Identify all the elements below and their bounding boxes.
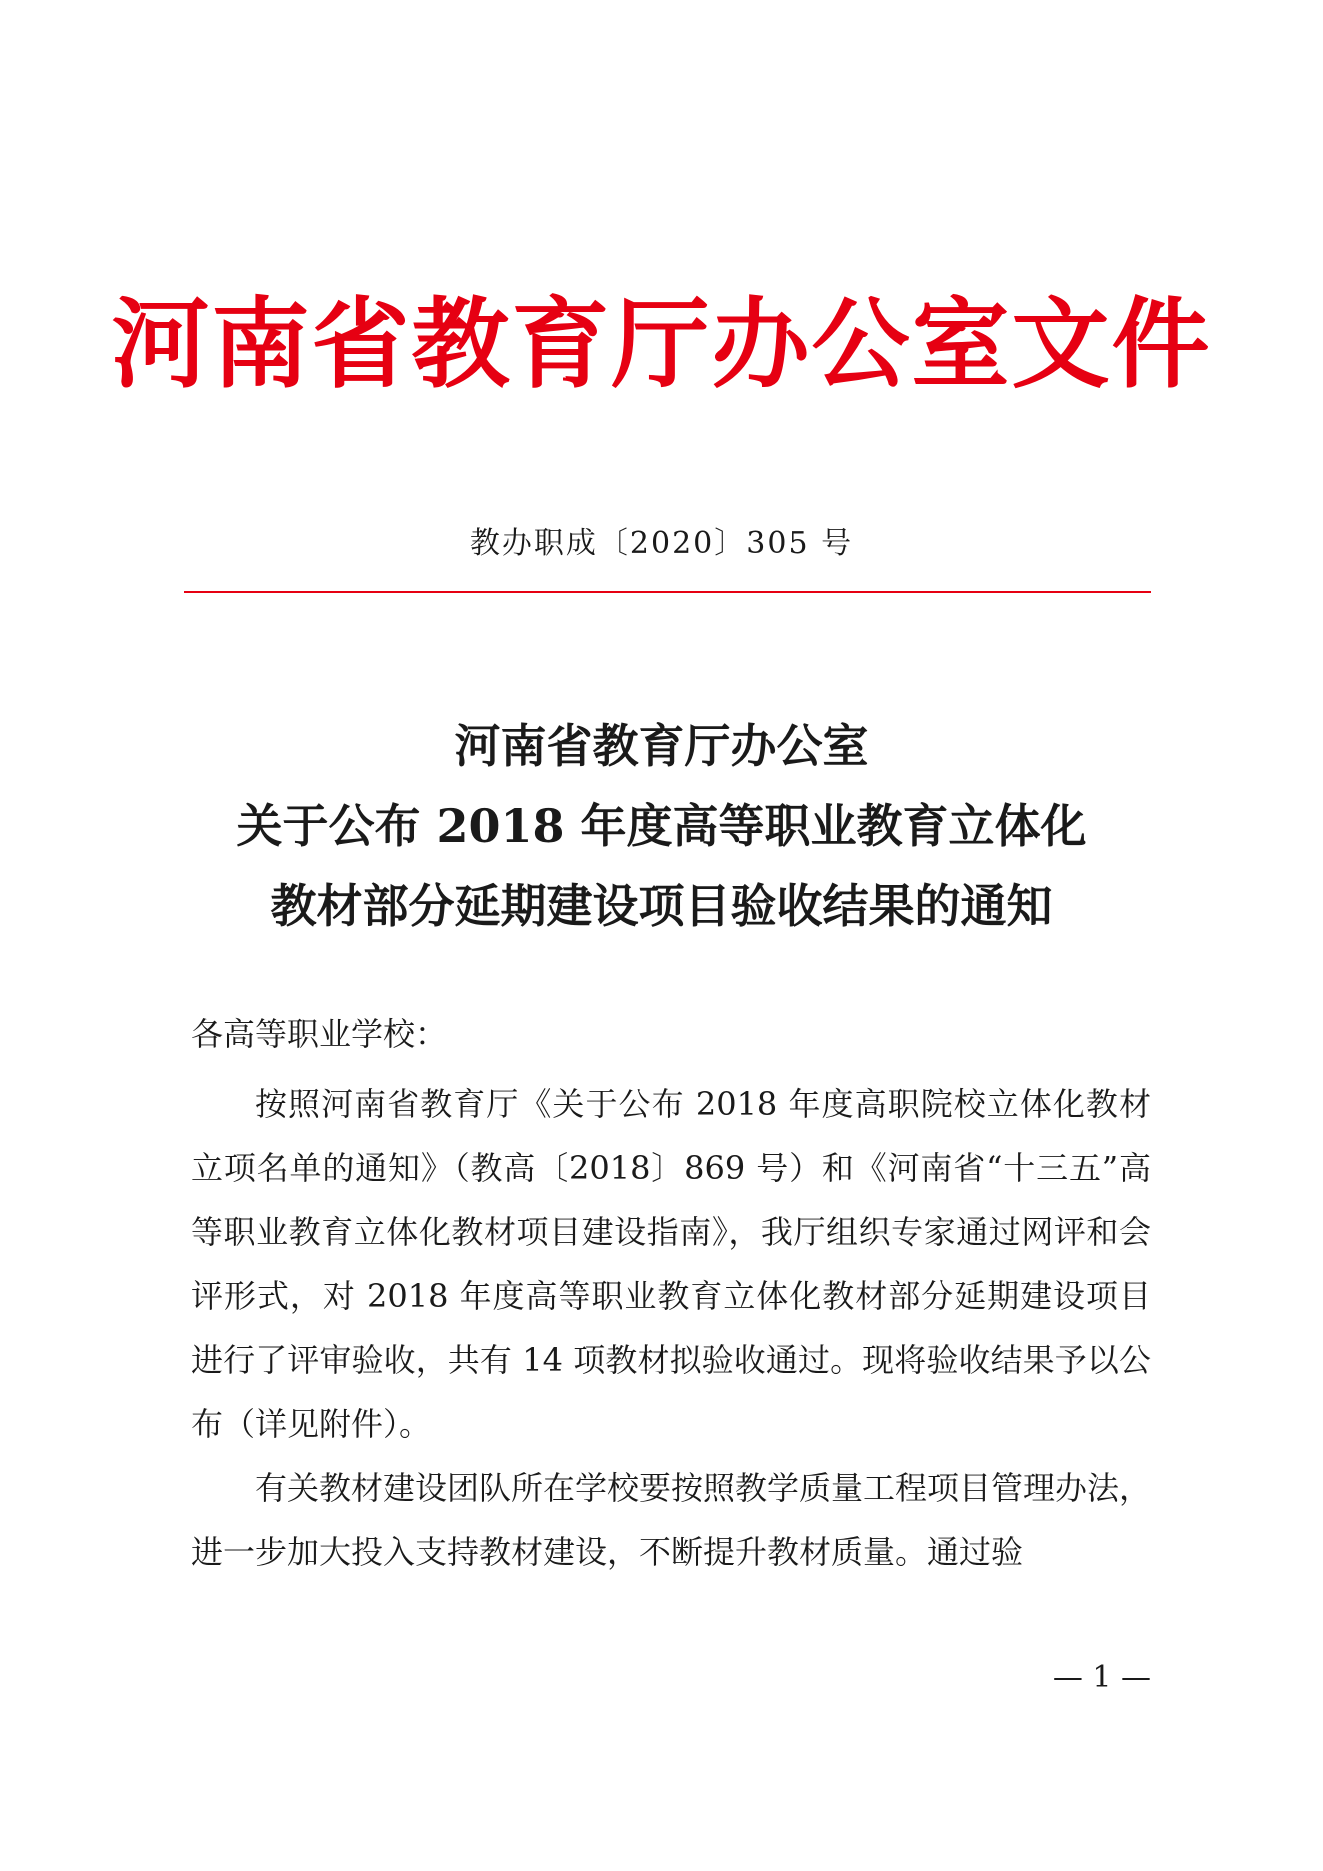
notice-title-line-1: 河南省教育厅办公室 (454, 719, 869, 773)
body-paragraph-1: 按照河南省教育厅《关于公布 2018 年度高职院校立体化教材立项名单的通知》（教高〔2018〕869 号）和《河南省“十三五”高等职业教育立体化教材项目建设指南》，我厅组织专家通过网评和会评形式，对 2018 年度高等职业教育立体化教材部分延期建设项目进行了评审验收，共有 14 项教材拟验收通过。现将验收结果予以公布（详见附件）。 (191, 1085, 1151, 1443)
red-divider-line (184, 591, 1151, 593)
page-number: — 1 — (1052, 1660, 1151, 1695)
masthead-title: 河南省教育厅办公室文件 (111, 287, 1212, 402)
body-paragraph-2: 有关教材建设团队所在学校要按照教学质量工程项目管理办法，进一步加大投入支持教材建设，不断提升教材质量。通过验 (191, 1469, 1152, 1571)
document-number: 教办职成〔2020〕305 号 (469, 526, 854, 561)
notice-title-line-3: 教材部分延期建设项目验收结果的通知 (270, 879, 1053, 933)
notice-title-line-2: 关于公布 2018 年度高等职业教育立体化 (236, 799, 1087, 853)
salutation: 各高等职业学校： (191, 1015, 448, 1053)
